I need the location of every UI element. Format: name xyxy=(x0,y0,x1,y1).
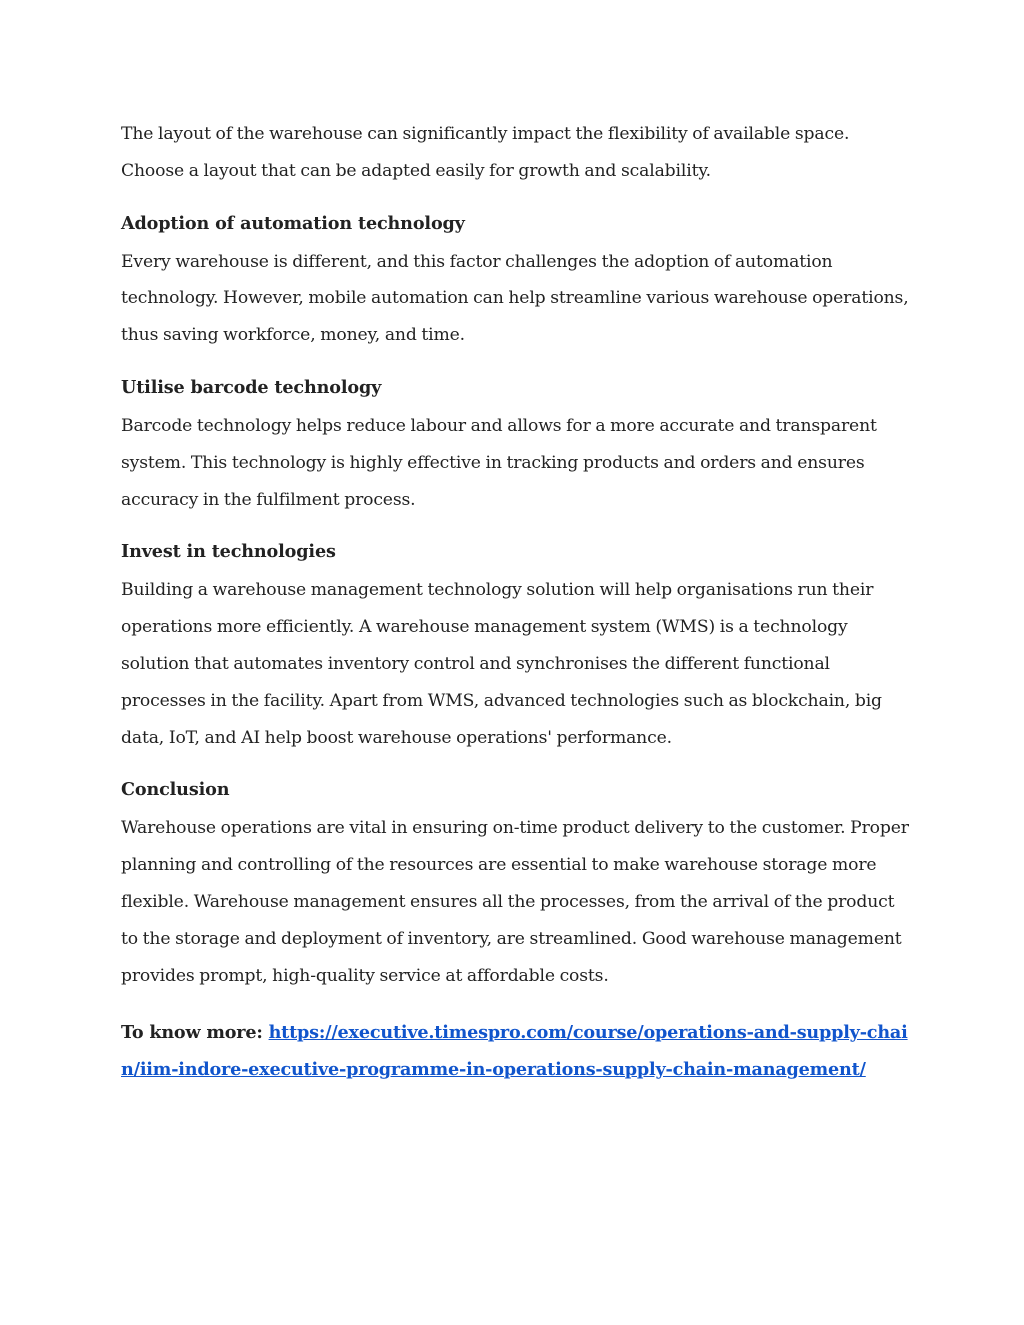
section-heading-barcode: Utilise barcode technology xyxy=(121,376,382,398)
document-page xyxy=(121,116,911,1088)
intro-paragraph: The layout of the warehouse can significantly impact the flexibility of available space. Choose a layout that can be adapted easily for growth and scalability. xyxy=(121,124,850,181)
section-heading-technologies: Invest in technologies xyxy=(121,541,336,563)
know-more-label: To know more: xyxy=(121,1022,269,1044)
section-body-barcode: Barcode technology helps reduce labour and allows for a more accurate and transparent system. This technology is highly effective in tracking products and orders and ensures accuracy in the fulfilment process. xyxy=(121,415,877,510)
section-body-technologies: Building a warehouse management technology solution will help organisations run their operations more efficiently. A warehouse management system (WMS) is a technology solution that automates inventory control and synchronises the different functional processes in the facility. Apart from WMS, advanced technologies such as blockchain, big data, IoT, and AI help boost warehouse operations' performance. xyxy=(121,580,882,748)
know-more-line xyxy=(121,1014,911,1088)
section-body-automation: Every warehouse is different, and this factor challenges the adoption of automation technology. However, mobile automation can help streamline various warehouse operations, thus saving workforce, money, and time. xyxy=(121,251,909,346)
course-link[interactable]: https://executive.timespro.com/course/operations-and-supply-chain/iim-indore-executive-programme-in-operations-supply-chain-management/ xyxy=(121,1022,908,1081)
section-heading-conclusion: Conclusion xyxy=(121,779,230,801)
section-heading-automation: Adoption of automation technology xyxy=(121,212,465,234)
section-body-conclusion: Warehouse operations are vital in ensuring on-time product delivery to the customer. Proper planning and controlling of the resources are essential to make warehouse storage more flexible. Warehouse management ensures all the processes, from the arrival of the product to the storage and deployment of inventory, are streamlined. Good warehouse management provides prompt, high-quality service at affordable costs. xyxy=(121,818,909,986)
